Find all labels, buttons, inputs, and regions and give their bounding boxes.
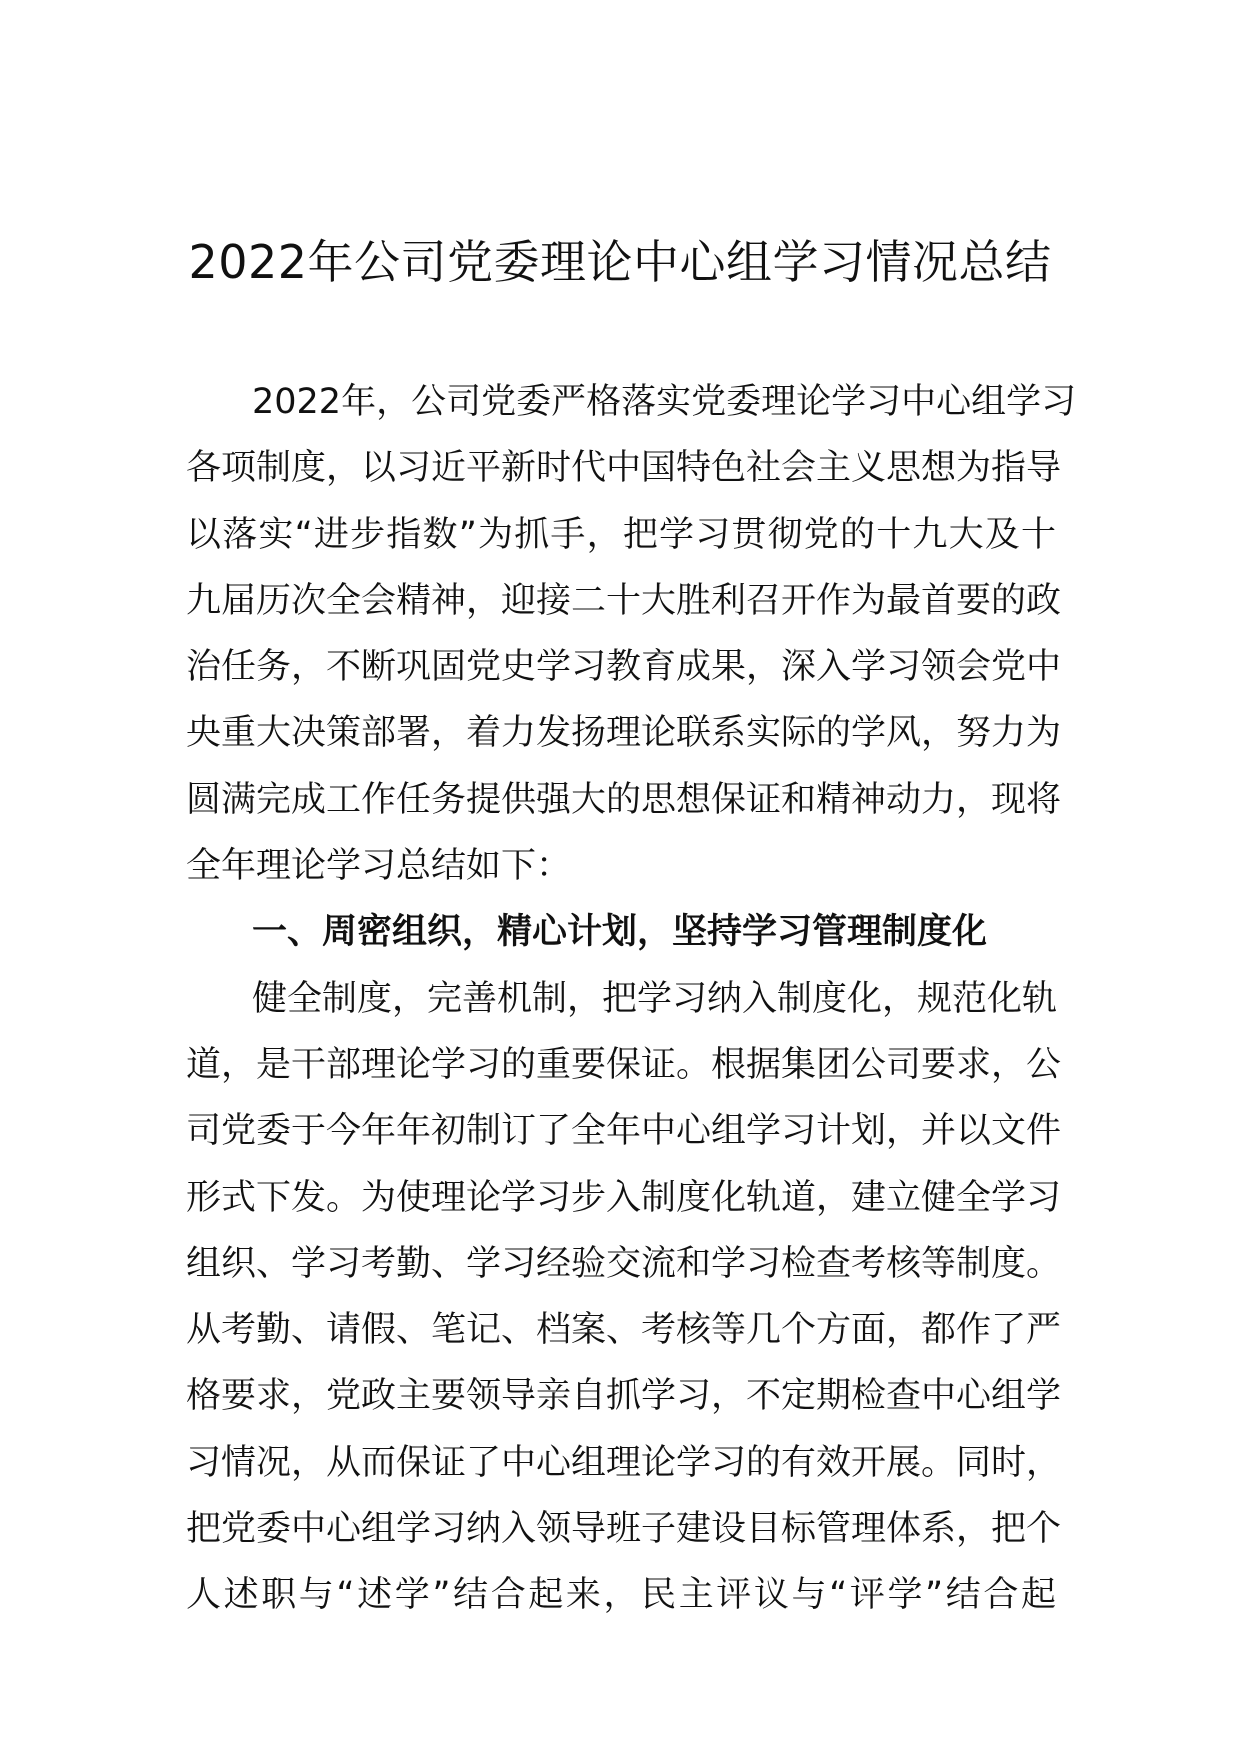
section-heading: 一、周密组织，精心计划，坚持学习管理制度化: [252, 912, 988, 953]
paragraph-line: 把党委中心组学习纳入领导班子建设目标管理体系，把个: [186, 1509, 1062, 1550]
paragraph-line: 习情况，从而保证了中心组理论学习的有效开展。同时，: [186, 1442, 1062, 1483]
paragraph-line: 人述职与“述学”结合起来，民主评议与“评学”结合起: [186, 1575, 1056, 1616]
document-body: [186, 369, 1077, 1629]
paragraph-line: 各项制度，以习近平新时代中国特色社会主义思想为指导: [186, 448, 1062, 489]
paragraph-line: 健全制度，完善机制，把学习纳入制度化，规范化轨: [252, 978, 1058, 1019]
paragraph-line: 道，是干部理论学习的重要保证。根据集团公司要求，公: [186, 1044, 1062, 1085]
document-title: 2022年公司党委理论中心组学习情况总结: [188, 235, 1052, 289]
paragraph-line: 治任务，不断巩固党史学习教育成果，深入学习领会党中: [186, 647, 1062, 688]
paragraph-line: 圆满完成工作任务提供强大的思想保证和精神动力，现将: [186, 779, 1062, 820]
paragraph-line: 全年理论学习总结如下：: [186, 846, 572, 887]
paragraph-line: 组织、学习考勤、学习经验交流和学习检查考核等制度。: [186, 1243, 1062, 1284]
paragraph-line: 央重大决策部署，着力发扬理论联系实际的学风，努力为: [186, 713, 1062, 754]
paragraph-line: 以落实“进步指数”为抓手，把学习贯彻党的十九大及十: [186, 514, 1056, 555]
paragraph-line: 形式下发。为使理论学习步入制度化轨道，建立健全学习: [186, 1177, 1062, 1218]
paragraph-line: 从考勤、请假、笔记、档案、考核等几个方面，都作了严: [186, 1310, 1062, 1351]
paragraph-line: 九届历次全会精神，迎接二十大胜利召开作为最首要的政: [186, 580, 1062, 621]
paragraph-line: 司党委于今年年初制订了全年中心组学习计划，并以文件: [186, 1111, 1062, 1152]
paragraph-line: 2022年，公司党委严格落实党委理论学习中心组学习: [252, 382, 1077, 422]
paragraph-line: 格要求，党政主要领导亲自抓学习，不定期检查中心组学: [186, 1376, 1062, 1417]
